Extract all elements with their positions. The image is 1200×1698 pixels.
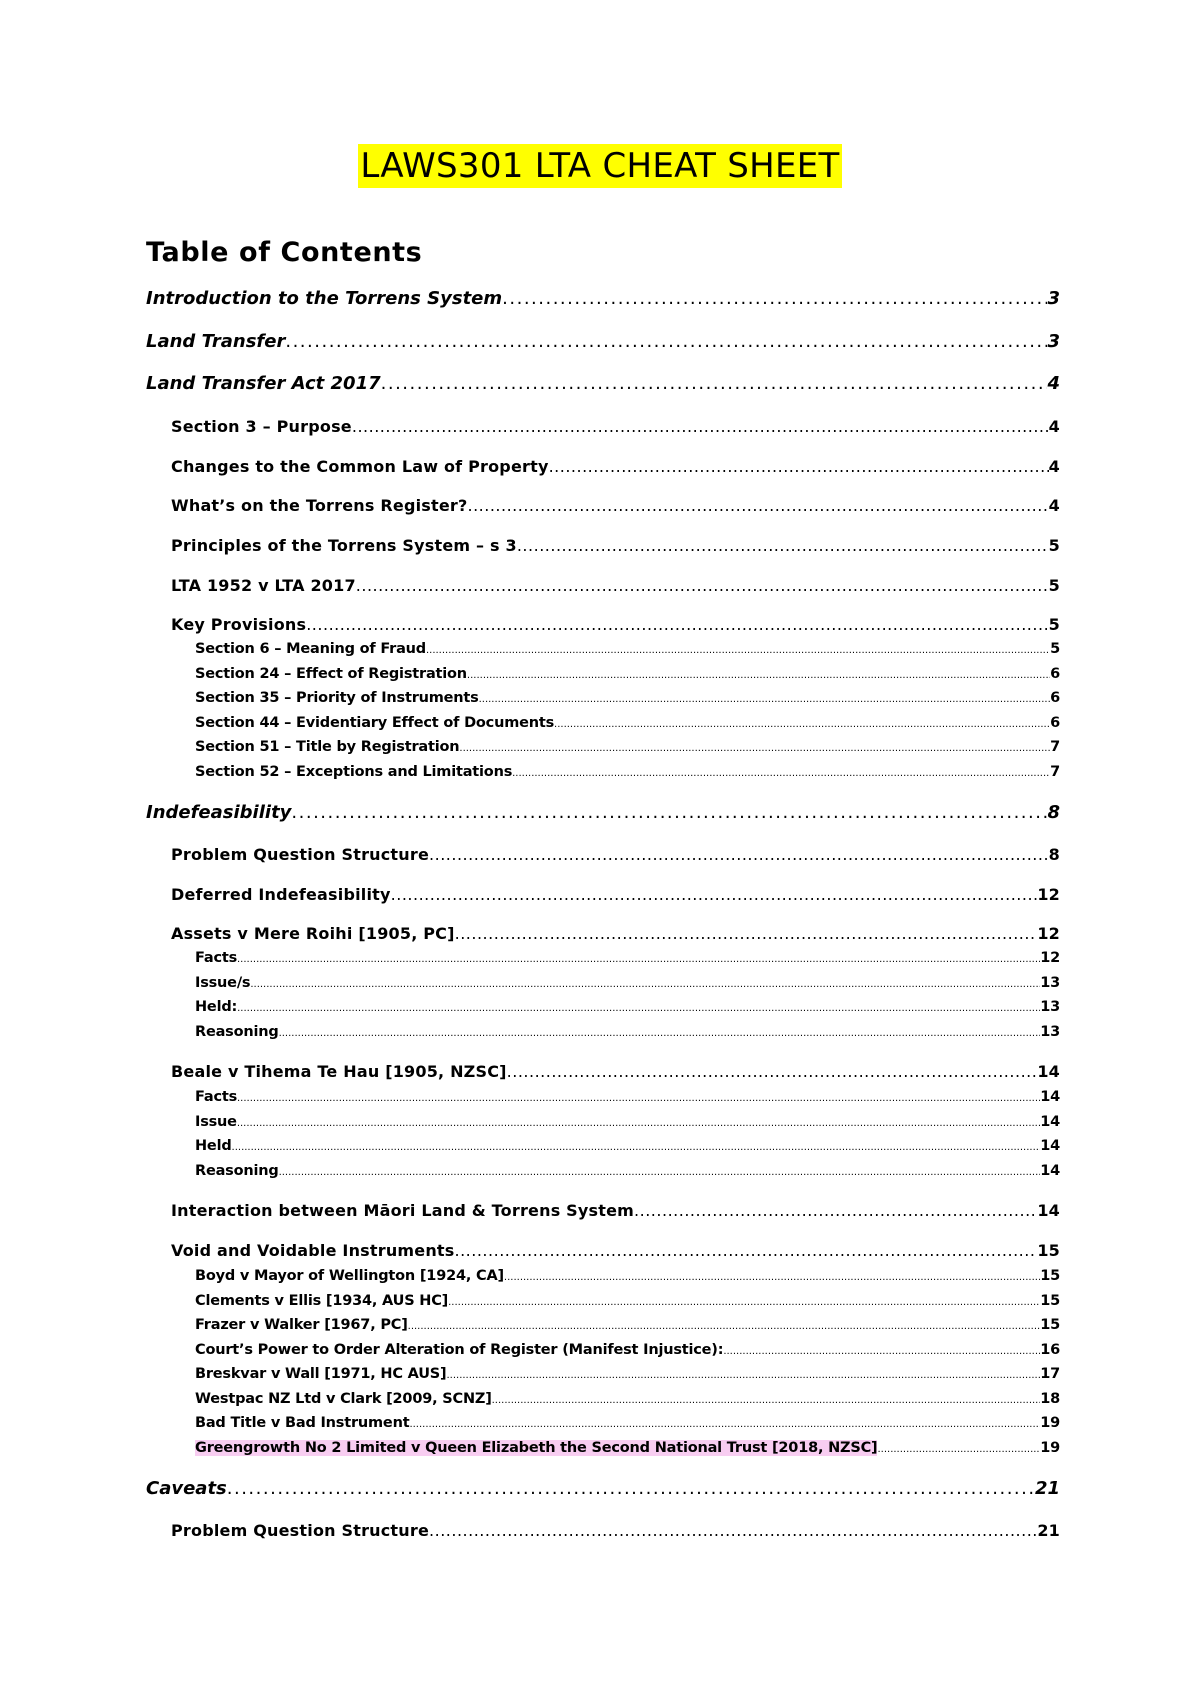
toc-page-number: 12 bbox=[1040, 950, 1060, 966]
toc-entry-label: Indefeasibility bbox=[146, 802, 292, 823]
toc-leader bbox=[479, 694, 1051, 705]
toc-page-number: 8 bbox=[1047, 802, 1060, 823]
toc-page-number: 15 bbox=[1040, 1268, 1060, 1284]
toc-leader bbox=[507, 1062, 1038, 1081]
toc-entry-label: Section 3 – Purpose bbox=[171, 417, 352, 436]
toc-entry-label: Land Transfer bbox=[146, 331, 286, 352]
toc-entry-facts[interactable] bbox=[195, 1089, 1060, 1105]
toc-page-number: 15 bbox=[1040, 1317, 1060, 1333]
toc-entry-label: Principles of the Torrens System – s 3 bbox=[171, 536, 517, 555]
toc-heading: Table of Contents bbox=[146, 237, 423, 268]
toc-page-number: 15 bbox=[1037, 1241, 1060, 1260]
toc-leader bbox=[877, 1444, 1040, 1455]
toc-page-number: 21 bbox=[1034, 1478, 1060, 1499]
toc-leader bbox=[352, 417, 1049, 436]
toc-page-number: 4 bbox=[1047, 373, 1060, 394]
toc-entry-court-power-alteration[interactable] bbox=[195, 1342, 1060, 1358]
toc-entry-label: Void and Voidable Instruments bbox=[171, 1241, 455, 1260]
toc-page-number: 3 bbox=[1047, 331, 1060, 352]
toc-leader bbox=[504, 1272, 1040, 1283]
toc-entry-section-35[interactable] bbox=[195, 690, 1060, 706]
toc-entry-label: Westpac NZ Ltd v Clark [2009, SCNZ] bbox=[195, 1391, 492, 1407]
toc-entry-label: Problem Question Structure bbox=[171, 1521, 430, 1540]
toc-entry-label: LTA 1952 v LTA 2017 bbox=[171, 576, 356, 595]
toc-entry-issue[interactable] bbox=[195, 1114, 1060, 1130]
toc-leader bbox=[279, 1028, 1041, 1039]
toc-page-number: 6 bbox=[1050, 715, 1060, 731]
toc-leader bbox=[426, 645, 1050, 656]
toc-page-number: 21 bbox=[1037, 1521, 1060, 1540]
toc-leader bbox=[512, 768, 1050, 779]
toc-leader bbox=[381, 373, 1048, 394]
toc-entry-label: Beale v Tihema Te Hau [1905, NZSC] bbox=[171, 1062, 507, 1081]
toc-entry-label: Section 6 – Meaning of Fraud bbox=[195, 641, 426, 657]
toc-page-number: 14 bbox=[1037, 1201, 1060, 1220]
toc-entry-section-3[interactable] bbox=[171, 417, 1060, 436]
toc-leader bbox=[291, 802, 1047, 823]
toc-leader bbox=[237, 1093, 1040, 1104]
toc-entry-frazer-v-walker[interactable] bbox=[195, 1317, 1060, 1333]
toc-page-number: 14 bbox=[1040, 1138, 1060, 1154]
toc-entry-label: Issue bbox=[195, 1114, 237, 1130]
toc-entry-label: Deferred Indefeasibility bbox=[171, 885, 391, 904]
toc-entry-label: Reasoning bbox=[195, 1163, 279, 1179]
toc-entry-reasoning[interactable] bbox=[195, 1163, 1060, 1179]
toc-entry-label: Caveats bbox=[146, 1478, 227, 1499]
toc-page-number: 13 bbox=[1040, 975, 1060, 991]
toc-entry-indefeasibility[interactable] bbox=[146, 802, 1060, 823]
toc-entry-label: Court’s Power to Order Alteration of Register (Manifest Injustice): bbox=[195, 1342, 724, 1358]
toc-entry-label: Changes to the Common Law of Property bbox=[171, 457, 549, 476]
toc-leader bbox=[429, 845, 1049, 864]
toc-leader bbox=[227, 1478, 1035, 1499]
toc-leader bbox=[467, 496, 1048, 515]
toc-entry-label: Section 44 – Evidentiary Effect of Documents bbox=[195, 715, 555, 731]
toc-entry-westpac-v-clark[interactable] bbox=[195, 1391, 1060, 1407]
toc-entry-boyd-v-mayor[interactable] bbox=[195, 1268, 1060, 1284]
toc-leader bbox=[549, 457, 1049, 476]
toc-entry-held[interactable] bbox=[195, 1138, 1060, 1154]
toc-entry-label: Key Provisions bbox=[171, 615, 307, 634]
toc-entry-label: Assets v Mere Roihi [1905, PC] bbox=[171, 924, 455, 943]
toc-entry-label: Facts bbox=[195, 1089, 237, 1105]
toc-leader bbox=[356, 576, 1049, 595]
toc-entry-beale-v-tihema-te-hau[interactable] bbox=[171, 1062, 1060, 1081]
toc-leader bbox=[455, 1241, 1038, 1260]
toc-page-number: 3 bbox=[1047, 288, 1060, 309]
toc-leader bbox=[429, 1521, 1037, 1540]
toc-entry-label: Land Transfer Act 2017 bbox=[146, 373, 381, 394]
toc-page-number: 16 bbox=[1040, 1342, 1060, 1358]
toc-entry-label: Issue/s bbox=[195, 975, 251, 991]
toc-leader bbox=[237, 954, 1040, 965]
toc-entry-torrens-register[interactable] bbox=[171, 496, 1060, 515]
toc-entry-section-52[interactable] bbox=[195, 764, 1060, 780]
toc-entry-held[interactable] bbox=[195, 999, 1060, 1015]
toc-entry-bad-title-v-bad-instrument[interactable] bbox=[195, 1415, 1060, 1431]
toc-entry-problem-question-structure[interactable] bbox=[171, 845, 1060, 864]
toc-entry-torrens-principles[interactable] bbox=[171, 536, 1060, 555]
toc-leader bbox=[634, 1201, 1037, 1220]
toc-entry-label: Bad Title v Bad Instrument bbox=[195, 1415, 410, 1431]
toc-leader bbox=[723, 1346, 1040, 1357]
toc-entry-label: Section 52 – Exceptions and Limitations bbox=[195, 764, 513, 780]
toc-page-number: 14 bbox=[1040, 1089, 1060, 1105]
toc-entry-issues[interactable] bbox=[195, 975, 1060, 991]
toc-page-number: 14 bbox=[1037, 1062, 1060, 1081]
toc-entry-key-provisions[interactable] bbox=[171, 615, 1060, 634]
toc-page-number: 17 bbox=[1040, 1366, 1060, 1382]
toc-entry-land-transfer-act[interactable] bbox=[146, 373, 1060, 394]
toc-entry-label: What’s on the Torrens Register? bbox=[171, 496, 468, 515]
toc-entry-caveats[interactable] bbox=[146, 1478, 1060, 1499]
toc-page-number: 12 bbox=[1037, 924, 1060, 943]
toc-page-number: 7 bbox=[1050, 739, 1060, 755]
toc-entry-label: Held bbox=[195, 1138, 232, 1154]
toc-leader bbox=[459, 743, 1050, 754]
toc-page-number: 19 bbox=[1040, 1440, 1060, 1456]
toc-entry-land-transfer[interactable] bbox=[146, 331, 1060, 352]
toc-entry-lta-comparison[interactable] bbox=[171, 576, 1060, 595]
toc-entry-greengrowth[interactable] bbox=[195, 1440, 1060, 1456]
toc-leader bbox=[250, 979, 1040, 990]
toc-page-number: 5 bbox=[1048, 536, 1060, 555]
toc-entry-label: Boyd v Mayor of Wellington [1924, CA] bbox=[195, 1268, 504, 1284]
toc-entry-caveats-problem-question[interactable] bbox=[171, 1521, 1060, 1540]
toc-leader bbox=[237, 1003, 1040, 1014]
toc-entry-label: Section 35 – Priority of Instruments bbox=[195, 690, 479, 706]
toc-leader bbox=[306, 615, 1048, 634]
toc-entry-label: Problem Question Structure bbox=[171, 845, 430, 864]
toc-entry-label: Section 24 – Effect of Registration bbox=[195, 666, 467, 682]
toc-page-number: 14 bbox=[1040, 1163, 1060, 1179]
toc-page-number: 7 bbox=[1050, 764, 1060, 780]
toc-leader bbox=[391, 885, 1038, 904]
toc-page-number: 15 bbox=[1040, 1293, 1060, 1309]
toc-entry-void-voidable-instruments[interactable] bbox=[171, 1241, 1060, 1260]
toc-leader bbox=[408, 1321, 1041, 1332]
toc-page-number: 8 bbox=[1048, 845, 1060, 864]
toc-page-number: 4 bbox=[1048, 417, 1060, 436]
toc-entry-section-51[interactable] bbox=[195, 739, 1060, 755]
toc-page-number: 5 bbox=[1048, 615, 1060, 634]
toc-entry-label: Breskvar v Wall [1971, HC AUS] bbox=[195, 1366, 447, 1382]
toc-entry-label-highlighted bbox=[195, 1440, 877, 1456]
toc-leader bbox=[492, 1395, 1041, 1406]
toc-leader bbox=[279, 1167, 1041, 1178]
toc-entry-section-6[interactable] bbox=[195, 641, 1060, 657]
toc-leader bbox=[517, 536, 1049, 555]
toc-leader bbox=[446, 1370, 1040, 1381]
toc-page-number: 4 bbox=[1048, 496, 1060, 515]
toc-leader bbox=[237, 1118, 1040, 1129]
toc-entry-label: Clements v Ellis [1934, AUS HC] bbox=[195, 1293, 449, 1309]
toc-page-number: 12 bbox=[1037, 885, 1060, 904]
toc-page-number: 18 bbox=[1040, 1391, 1060, 1407]
toc-entry-label: Held: bbox=[195, 999, 238, 1015]
document-title bbox=[0, 146, 1200, 186]
toc-entry-common-law-changes[interactable] bbox=[171, 457, 1060, 476]
toc-entry-label: Facts bbox=[195, 950, 237, 966]
toc-entry-deferred-indefeasibility[interactable] bbox=[171, 885, 1060, 904]
toc-entry-label: Reasoning bbox=[195, 1024, 279, 1040]
toc-leader bbox=[554, 719, 1050, 730]
toc-page-number: 19 bbox=[1040, 1415, 1060, 1431]
toc-entry-label: Section 51 – Title by Registration bbox=[195, 739, 460, 755]
toc-page-number: 13 bbox=[1040, 999, 1060, 1015]
toc-leader bbox=[467, 670, 1050, 681]
toc-leader bbox=[285, 331, 1047, 352]
toc-entry-reasoning[interactable] bbox=[195, 1024, 1060, 1040]
toc-entry-label: Interaction between Māori Land & Torrens System bbox=[171, 1201, 635, 1220]
toc-leader bbox=[409, 1419, 1040, 1430]
toc-page-number: 6 bbox=[1050, 666, 1060, 682]
toc-page-number: 13 bbox=[1040, 1024, 1060, 1040]
toc-entry-label: Frazer v Walker [1967, PC] bbox=[195, 1317, 408, 1333]
toc-page-number: 4 bbox=[1048, 457, 1060, 476]
toc-entry-facts[interactable] bbox=[195, 950, 1060, 966]
toc-leader bbox=[232, 1142, 1041, 1153]
toc-leader bbox=[448, 1297, 1040, 1308]
toc-page-number: 6 bbox=[1050, 690, 1060, 706]
document-title-text: LAWS301 LTA CHEAT SHEET bbox=[360, 146, 840, 186]
toc-entry-assets-v-mere-roihi[interactable] bbox=[171, 924, 1060, 943]
toc-entry-section-24[interactable] bbox=[195, 666, 1060, 682]
toc-leader bbox=[455, 924, 1038, 943]
toc-page-number: 5 bbox=[1050, 641, 1060, 657]
toc-entry-section-44[interactable] bbox=[195, 715, 1060, 731]
highlighted-text: Greengrowth No 2 Limited v Queen Elizabeth the Second National Trust [2018, NZSC] bbox=[195, 1440, 878, 1456]
toc-leader bbox=[502, 288, 1047, 309]
toc-entry-maori-land-interaction[interactable] bbox=[171, 1201, 1060, 1220]
toc-page-number: 5 bbox=[1048, 576, 1060, 595]
toc-entry-introduction[interactable] bbox=[146, 288, 1060, 309]
toc-entry-label: Introduction to the Torrens System bbox=[146, 288, 503, 309]
toc-entry-breskvar-v-wall[interactable] bbox=[195, 1366, 1060, 1382]
toc-page-number: 14 bbox=[1040, 1114, 1060, 1130]
toc-entry-clements-v-ellis[interactable] bbox=[195, 1293, 1060, 1309]
